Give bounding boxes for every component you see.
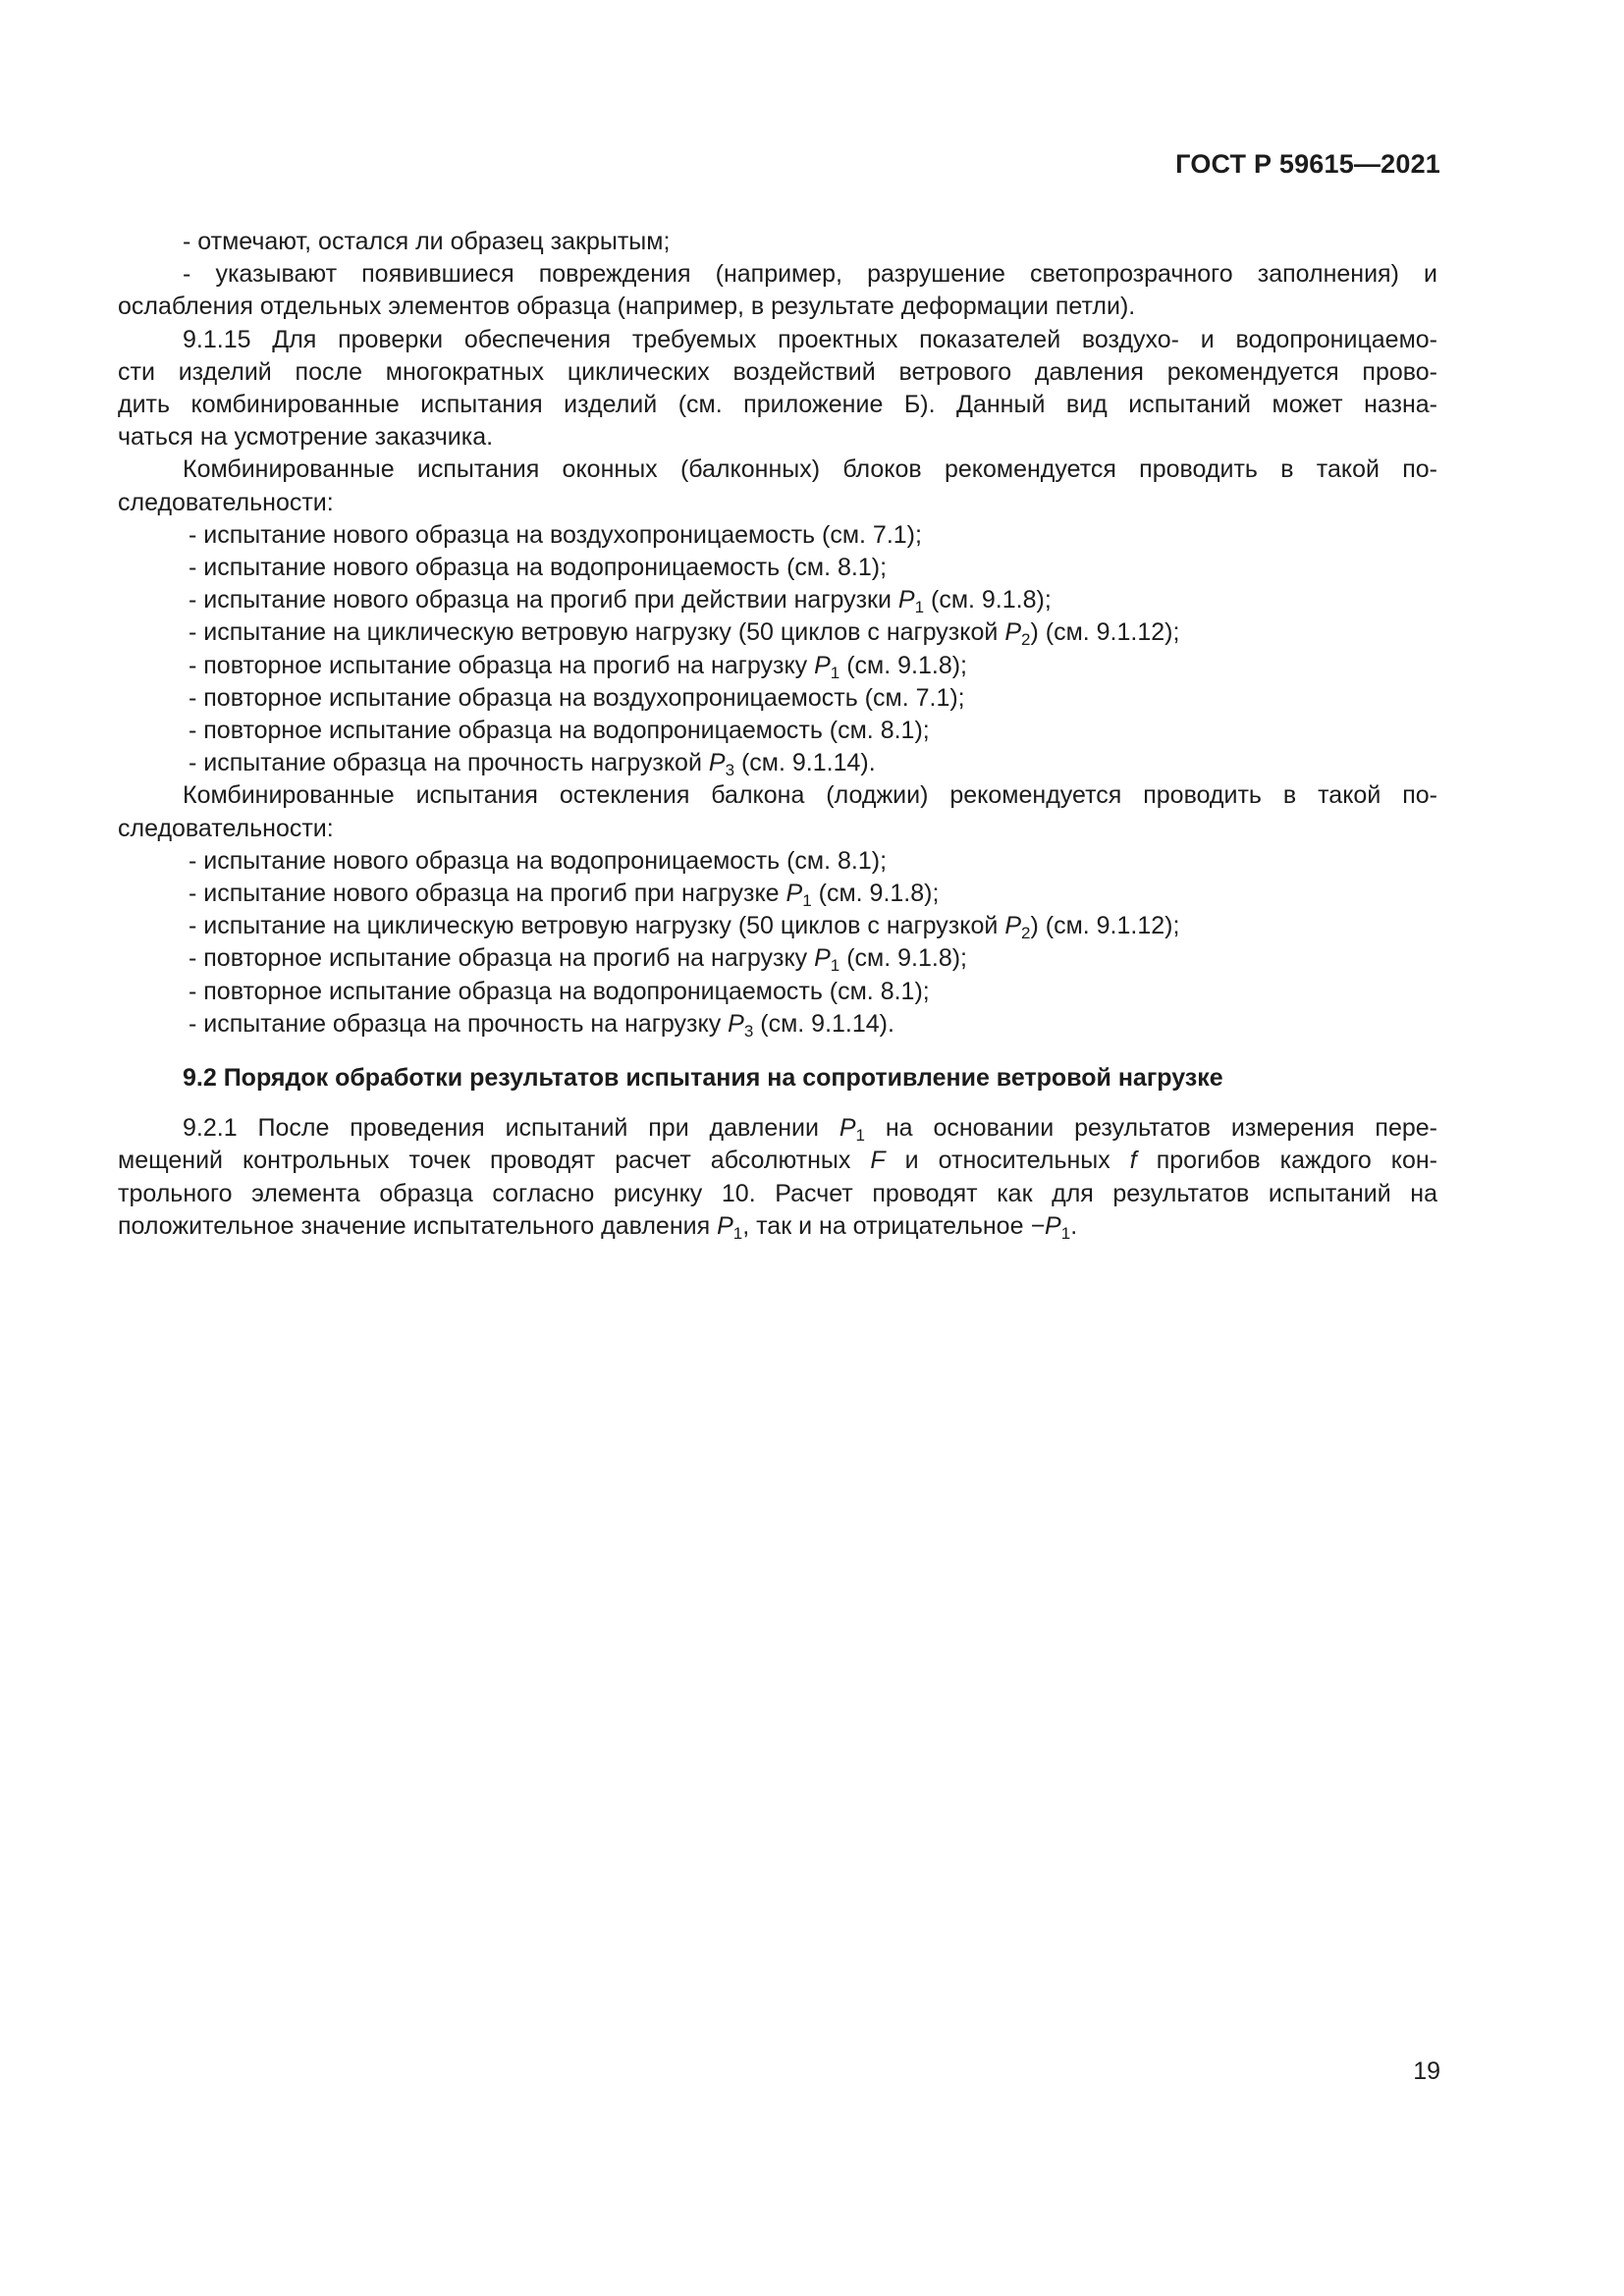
symbol-p: P <box>814 651 831 679</box>
list-item: - испытание на циклическую ветровую нагрузку (50 циклов с нагрузкой $P_2$) (см. 9.1.12); <box>189 912 1180 943</box>
symbol-p: P <box>785 880 803 908</box>
list-item: - испытание нового образца на водопроницаемость (см. 8.1); <box>189 846 888 875</box>
paragraph-line: чаться на усмотрение заказчика. <box>118 423 494 452</box>
list-item: - испытание образца на прочность на нагрузку $P_3$ (см. 9.1.14). <box>189 1009 894 1041</box>
paragraph-line: положительное значение испытательного давления $P_1$, так и на отрицательное $-P_1$. <box>118 1211 1078 1243</box>
list-item: - указывают появившиеся повреждения (например, разрушение светопрозрачного заполнения) и <box>183 260 1437 289</box>
list-item: - испытание на циклическую ветровую нагрузку (50 циклов с нагрузкой $P_2$) (см. 9.1.12); <box>189 618 1180 650</box>
paragraph-line: дить комбинированные испытания изделий (см. приложение Б). Данный вид испытаний может назна- <box>118 391 1437 419</box>
list-item: - отмечают, остался ли образец закрытым; <box>183 228 671 255</box>
list-item: - повторное испытание образца на прогиб на нагрузку $P_1$ (см. 9.1.8); <box>189 944 967 976</box>
section-heading-9-2: 9.2 Порядок обработки результатов испытания на сопротивление ветровой нагрузке <box>183 1064 1223 1093</box>
list-item: - повторное испытание образца на прогиб на нагрузку $P_1$ (см. 9.1.8); <box>189 651 967 682</box>
windows-test-sequence <box>118 519 1437 780</box>
list-item: - испытание нового образца на воздухопроницаемость (см. 7.1); <box>189 520 922 549</box>
list-item: - испытание образца на прочность нагрузкой $P_3$ (см. 9.1.14). <box>189 749 876 780</box>
symbol-f-relative: f <box>1129 1147 1137 1175</box>
symbol-f-absolute: F <box>870 1147 886 1175</box>
paragraph-9-1-15 <box>118 324 1437 454</box>
symbol-p: P <box>814 944 831 973</box>
paragraph-line: следовательности: <box>118 488 334 516</box>
paragraph-line: 9.1.15 Для проверки обеспечения требуемых проектных показателей воздухо- и водопроницаемо- <box>183 325 1437 353</box>
list-item: - испытание нового образца на прогиб при действии нагрузки $P_1$ (см. 9.1.8); <box>189 586 1052 617</box>
list-item: - испытание нового образца на водопроницаемость (см. 8.1); <box>189 554 888 582</box>
symbol-minus-p: −P <box>1030 1211 1061 1240</box>
page-content <box>118 226 1437 1243</box>
paragraph-line: Комбинированные испытания оконных (балконных) блоков рекомендуется проводить в такой по- <box>183 455 1437 484</box>
list-item: - испытание нового образца на прогиб при нагрузке $P_1$ (см. 9.1.8); <box>189 880 940 911</box>
paragraph-line: 9.2.1 После проведения испытаний при давлении $P_1$ на основании результатов измерения пере- <box>183 1114 1437 1146</box>
paragraph-line: мещений контрольных точек проводят расчет абсолютных F и относительных f прогибов каждого кон- <box>118 1147 1437 1175</box>
symbol-p: P <box>897 586 915 614</box>
list-item: - повторное испытание образца на воздухопроницаемость (см. 7.1); <box>189 683 965 712</box>
paragraph-line: Комбинированные испытания остекления балкона (лоджии) рекомендуется проводить в такой по- <box>183 781 1437 810</box>
symbol-p: P <box>708 749 726 777</box>
paragraph-9-2-1 <box>118 1112 1437 1243</box>
balcony-test-sequence <box>118 845 1437 1041</box>
list-item: - повторное испытание образца на водопроницаемость (см. 8.1); <box>189 717 930 745</box>
symbol-p: P <box>839 1114 856 1143</box>
paragraph-line: трольного элемента образца согласно рисунку 10. Расчет проводят как для результатов испытаний на <box>118 1179 1437 1207</box>
list-item-continuation: ослабления отдельных элементов образца (например, в результате деформации петли). <box>118 293 1136 321</box>
symbol-p: P <box>1004 618 1021 647</box>
symbol-p: P <box>1004 912 1021 940</box>
list-item: - повторное испытание образца на водопроницаемость (см. 8.1); <box>189 977 930 1005</box>
symbol-p: P <box>728 1009 744 1038</box>
paragraph-line: следовательности: <box>118 814 334 842</box>
standard-number: ГОСТ Р 59615—2021 <box>1175 149 1440 179</box>
symbol-p: P <box>717 1211 733 1240</box>
paragraph-line: сти изделий после многократных циклических воздействий ветрового давления рекомендуется прово- <box>118 357 1437 386</box>
page-number: 19 <box>1413 2057 1440 2085</box>
